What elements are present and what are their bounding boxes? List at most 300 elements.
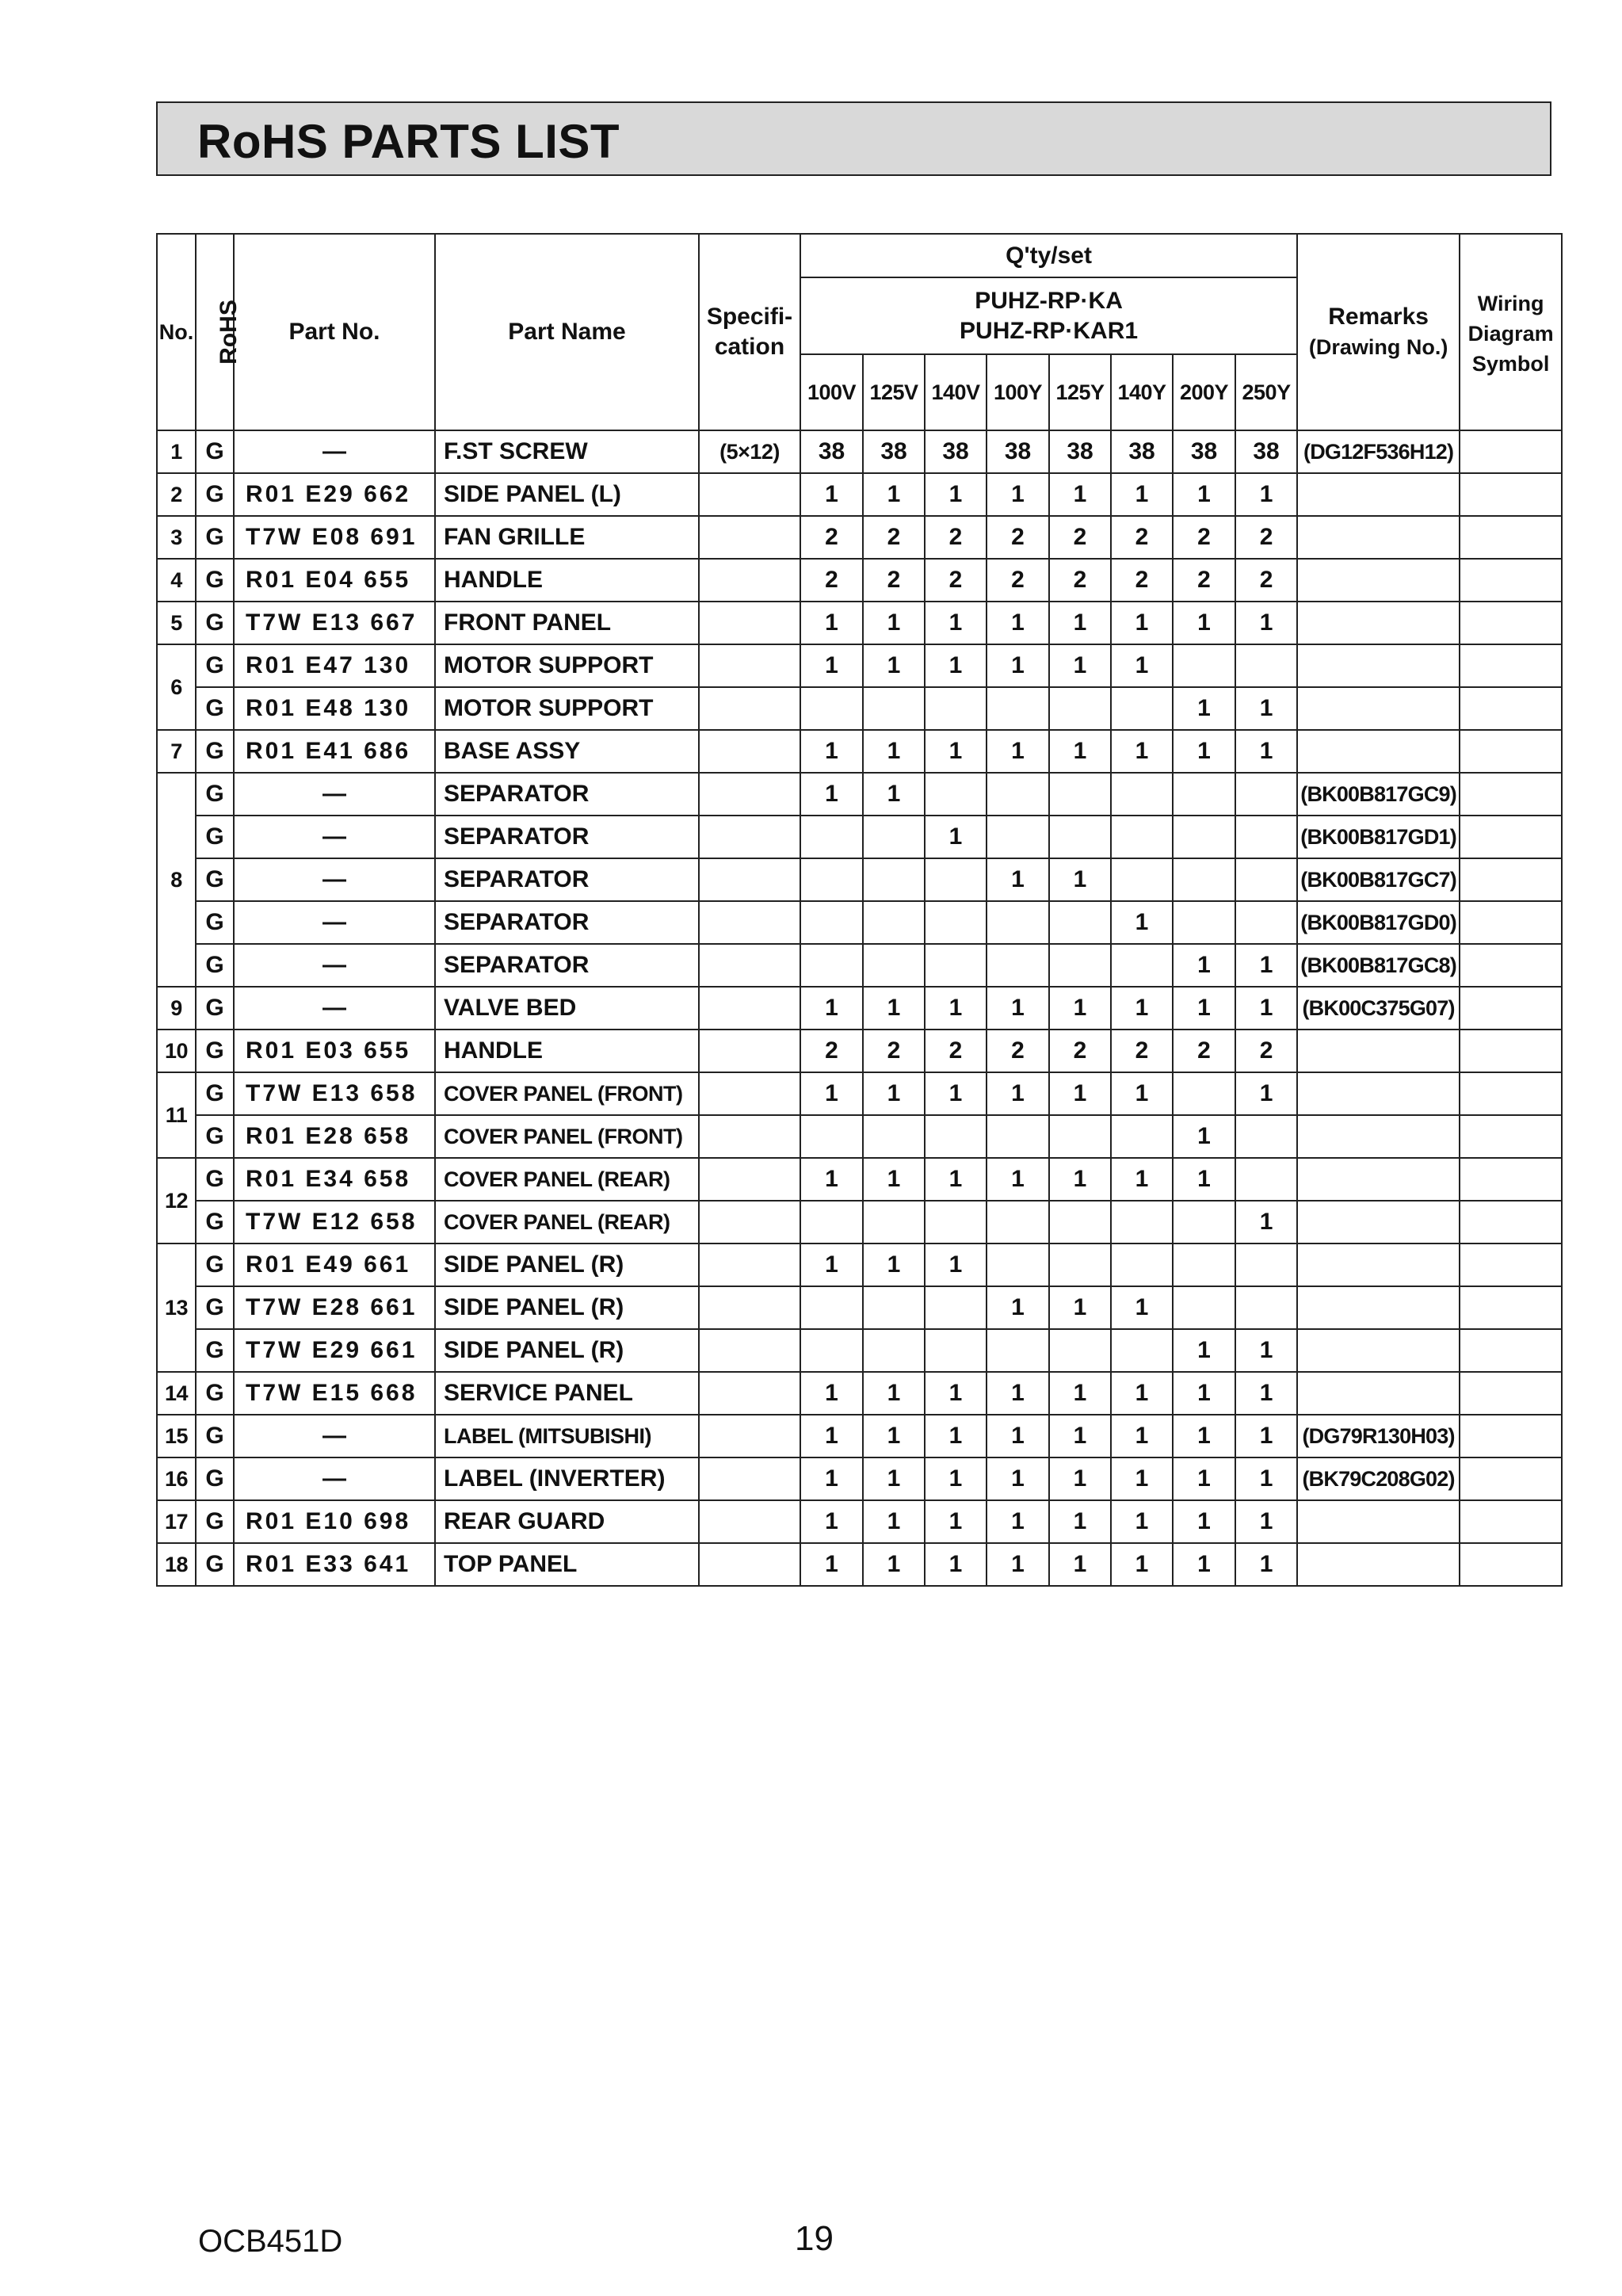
cell-qty — [863, 858, 925, 901]
cell-part-no: R01 E10 698 — [234, 1500, 435, 1543]
cell-remarks: (DG79R130H03) — [1297, 1415, 1460, 1457]
cell-wiring-symbol — [1460, 1543, 1562, 1586]
cell-qty: 1 — [987, 730, 1049, 773]
cell-part-no: T7W E15 668 — [234, 1372, 435, 1415]
cell-qty: 1 — [925, 602, 987, 644]
cell-qty: 1 — [1235, 1457, 1297, 1500]
cell-qty — [1049, 1115, 1111, 1158]
cell-part-name: FRONT PANEL — [435, 602, 699, 644]
cell-wiring-symbol — [1460, 602, 1562, 644]
cell-rohs: G — [196, 1415, 234, 1457]
cell-part-no: — — [234, 858, 435, 901]
cell-qty — [863, 1286, 925, 1329]
model-header: 250Y — [1235, 354, 1297, 430]
cell-qty: 2 — [987, 516, 1049, 559]
table-row — [157, 1372, 1562, 1415]
cell-qty: 1 — [1049, 1072, 1111, 1115]
cell-rohs: G — [196, 1500, 234, 1543]
cell-wiring-symbol — [1460, 1415, 1562, 1457]
cell-specification — [699, 1543, 800, 1586]
cell-qty — [1235, 773, 1297, 816]
cell-part-name: SERVICE PANEL — [435, 1372, 699, 1415]
cell-part-no: R01 E04 655 — [234, 559, 435, 602]
cell-qty: 1 — [1049, 1158, 1111, 1201]
cell-rohs: G — [196, 1329, 234, 1372]
cell-qty: 2 — [1111, 516, 1173, 559]
cell-part-no: R01 E41 686 — [234, 730, 435, 773]
cell-qty: 1 — [863, 987, 925, 1030]
cell-no: 2 — [157, 473, 196, 516]
cell-wiring-symbol — [1460, 516, 1562, 559]
cell-qty: 2 — [800, 516, 863, 559]
model-header: 200Y — [1173, 354, 1235, 430]
cell-specification — [699, 1415, 800, 1457]
col-header-wiring: Wiring Diagram Symbol — [1460, 234, 1562, 430]
cell-remarks: (DG12F536H12) — [1297, 430, 1460, 473]
cell-qty: 38 — [987, 430, 1049, 473]
cell-qty: 1 — [1173, 1372, 1235, 1415]
page-title: RoHS PARTS LIST — [197, 115, 620, 168]
cell-specification — [699, 602, 800, 644]
cell-qty: 1 — [987, 858, 1049, 901]
cell-specification: (5×12) — [699, 430, 800, 473]
cell-qty: 1 — [1111, 1286, 1173, 1329]
cell-qty: 2 — [925, 559, 987, 602]
cell-qty — [925, 1201, 987, 1244]
cell-qty — [1235, 1115, 1297, 1158]
cell-qty — [1173, 858, 1235, 901]
cell-qty: 2 — [863, 559, 925, 602]
table-row — [157, 1500, 1562, 1543]
cell-specification — [699, 944, 800, 987]
cell-qty: 1 — [1173, 1158, 1235, 1201]
cell-qty: 2 — [1235, 516, 1297, 559]
cell-qty: 1 — [1049, 1286, 1111, 1329]
cell-qty: 1 — [1049, 1543, 1111, 1586]
cell-no: 3 — [157, 516, 196, 559]
cell-qty: 1 — [1235, 1072, 1297, 1115]
cell-qty — [800, 1286, 863, 1329]
cell-no: 13 — [157, 1244, 196, 1372]
cell-qty: 1 — [800, 1543, 863, 1586]
cell-rohs: G — [196, 987, 234, 1030]
cell-wiring-symbol — [1460, 816, 1562, 858]
cell-part-no: — — [234, 944, 435, 987]
cell-part-name: REAR GUARD — [435, 1500, 699, 1543]
col-header-model: PUHZ-RP·KA PUHZ-RP·KAR1 — [800, 277, 1297, 354]
cell-remarks — [1297, 602, 1460, 644]
cell-no: 5 — [157, 602, 196, 644]
cell-part-name: MOTOR SUPPORT — [435, 687, 699, 730]
cell-qty: 1 — [987, 1286, 1049, 1329]
cell-remarks — [1297, 1072, 1460, 1115]
cell-part-no: T7W E13 658 — [234, 1072, 435, 1115]
cell-qty: 1 — [863, 1158, 925, 1201]
cell-qty: 1 — [925, 1415, 987, 1457]
cell-remarks: (BK00B817GC8) — [1297, 944, 1460, 987]
cell-qty: 2 — [987, 1030, 1049, 1072]
cell-qty — [1173, 816, 1235, 858]
cell-rohs: G — [196, 1244, 234, 1286]
cell-qty: 1 — [863, 1415, 925, 1457]
cell-qty: 1 — [1049, 1415, 1111, 1457]
table-row — [157, 430, 1562, 473]
cell-specification — [699, 559, 800, 602]
cell-no: 15 — [157, 1415, 196, 1457]
col-header-no: No. — [157, 234, 196, 430]
cell-qty: 1 — [925, 473, 987, 516]
cell-wiring-symbol — [1460, 430, 1562, 473]
col-header-specification: Specifi- cation — [699, 234, 800, 430]
cell-qty: 1 — [987, 1543, 1049, 1586]
cell-part-name: SIDE PANEL (L) — [435, 473, 699, 516]
cell-specification — [699, 644, 800, 687]
cell-qty: 1 — [1049, 858, 1111, 901]
cell-qty — [987, 1201, 1049, 1244]
cell-qty: 1 — [1049, 987, 1111, 1030]
table-row — [157, 773, 1562, 816]
table-row — [157, 516, 1562, 559]
cell-qty: 1 — [1235, 687, 1297, 730]
cell-rohs: G — [196, 687, 234, 730]
cell-qty: 1 — [987, 1372, 1049, 1415]
cell-remarks — [1297, 1500, 1460, 1543]
cell-qty: 1 — [800, 1500, 863, 1543]
cell-qty: 1 — [863, 1372, 925, 1415]
cell-no: 11 — [157, 1072, 196, 1158]
cell-qty: 1 — [1235, 602, 1297, 644]
cell-part-name: VALVE BED — [435, 987, 699, 1030]
table-row — [157, 1415, 1562, 1457]
document-code: OCB451D — [198, 2224, 343, 2259]
cell-specification — [699, 1072, 800, 1115]
cell-qty: 1 — [1173, 602, 1235, 644]
table-row — [157, 1158, 1562, 1201]
cell-wiring-symbol — [1460, 1158, 1562, 1201]
cell-no: 6 — [157, 644, 196, 730]
cell-remarks: (BK00B817GD1) — [1297, 816, 1460, 858]
cell-remarks — [1297, 559, 1460, 602]
cell-qty — [1235, 1158, 1297, 1201]
cell-remarks — [1297, 516, 1460, 559]
cell-part-no: R01 E28 658 — [234, 1115, 435, 1158]
cell-part-no: R01 E33 641 — [234, 1543, 435, 1586]
cell-part-no: T7W E12 658 — [234, 1201, 435, 1244]
cell-part-name: SIDE PANEL (R) — [435, 1244, 699, 1286]
cell-qty: 1 — [1235, 944, 1297, 987]
cell-wiring-symbol — [1460, 858, 1562, 901]
cell-qty: 1 — [1111, 602, 1173, 644]
cell-qty — [800, 858, 863, 901]
cell-qty — [925, 858, 987, 901]
cell-qty: 1 — [1173, 944, 1235, 987]
table-row — [157, 559, 1562, 602]
page-number: 19 — [795, 2219, 834, 2258]
cell-wiring-symbol — [1460, 1286, 1562, 1329]
table-row — [157, 1244, 1562, 1286]
cell-qty — [1173, 901, 1235, 944]
cell-specification — [699, 901, 800, 944]
cell-qty: 1 — [863, 1244, 925, 1286]
cell-qty: 1 — [863, 644, 925, 687]
cell-specification — [699, 473, 800, 516]
cell-specification — [699, 1372, 800, 1415]
cell-rohs: G — [196, 430, 234, 473]
cell-qty: 1 — [1111, 1072, 1173, 1115]
table-row — [157, 730, 1562, 773]
cell-qty: 1 — [1049, 1457, 1111, 1500]
cell-wiring-symbol — [1460, 1372, 1562, 1415]
cell-rohs: G — [196, 602, 234, 644]
cell-remarks — [1297, 1372, 1460, 1415]
cell-qty: 1 — [1173, 473, 1235, 516]
cell-qty: 1 — [800, 1158, 863, 1201]
table-row — [157, 858, 1562, 901]
cell-part-name: SIDE PANEL (R) — [435, 1286, 699, 1329]
col-header-part-name: Part Name — [435, 234, 699, 430]
cell-part-name: MOTOR SUPPORT — [435, 644, 699, 687]
cell-part-name: COVER PANEL (FRONT) — [435, 1072, 699, 1115]
cell-part-no: R01 E48 130 — [234, 687, 435, 730]
cell-qty: 1 — [1111, 1457, 1173, 1500]
cell-qty — [1049, 901, 1111, 944]
table-row — [157, 1457, 1562, 1500]
cell-qty — [1235, 816, 1297, 858]
cell-qty: 1 — [1173, 687, 1235, 730]
cell-no: 18 — [157, 1543, 196, 1586]
table-row — [157, 1115, 1562, 1158]
cell-part-name: COVER PANEL (REAR) — [435, 1201, 699, 1244]
cell-qty: 1 — [800, 1072, 863, 1115]
cell-specification — [699, 987, 800, 1030]
cell-rohs: G — [196, 730, 234, 773]
cell-specification — [699, 816, 800, 858]
cell-qty: 38 — [1049, 430, 1111, 473]
table-row — [157, 602, 1562, 644]
cell-specification — [699, 1286, 800, 1329]
cell-no: 12 — [157, 1158, 196, 1244]
cell-part-no: T7W E28 661 — [234, 1286, 435, 1329]
cell-qty — [1111, 773, 1173, 816]
cell-qty: 1 — [925, 1500, 987, 1543]
cell-no: 7 — [157, 730, 196, 773]
cell-wiring-symbol — [1460, 901, 1562, 944]
cell-remarks — [1297, 644, 1460, 687]
cell-qty — [1173, 1286, 1235, 1329]
cell-wiring-symbol — [1460, 730, 1562, 773]
cell-part-name: COVER PANEL (FRONT) — [435, 1115, 699, 1158]
cell-qty: 2 — [1235, 559, 1297, 602]
cell-wiring-symbol — [1460, 1115, 1562, 1158]
cell-qty: 2 — [925, 516, 987, 559]
cell-part-no: — — [234, 773, 435, 816]
cell-qty: 1 — [863, 1543, 925, 1586]
cell-qty: 1 — [1111, 1372, 1173, 1415]
col-header-remarks: Remarks (Drawing No.) — [1297, 234, 1460, 430]
cell-qty: 1 — [1111, 730, 1173, 773]
cell-qty — [1173, 773, 1235, 816]
cell-qty: 2 — [1049, 559, 1111, 602]
cell-wiring-symbol — [1460, 773, 1562, 816]
cell-specification — [699, 730, 800, 773]
cell-qty: 38 — [800, 430, 863, 473]
cell-qty: 2 — [987, 559, 1049, 602]
cell-qty — [1111, 687, 1173, 730]
cell-qty — [1111, 944, 1173, 987]
cell-part-no: T7W E08 691 — [234, 516, 435, 559]
cell-qty: 1 — [1173, 1543, 1235, 1586]
cell-part-name: SIDE PANEL (R) — [435, 1329, 699, 1372]
table-row — [157, 473, 1562, 516]
cell-qty: 1 — [1235, 473, 1297, 516]
cell-part-name: BASE ASSY — [435, 730, 699, 773]
cell-qty: 1 — [800, 602, 863, 644]
cell-remarks: (BK00B817GC9) — [1297, 773, 1460, 816]
cell-rohs: G — [196, 773, 234, 816]
cell-qty: 1 — [800, 473, 863, 516]
cell-qty: 38 — [1111, 430, 1173, 473]
cell-rohs: G — [196, 516, 234, 559]
cell-no: 16 — [157, 1457, 196, 1500]
cell-qty — [987, 687, 1049, 730]
cell-no: 10 — [157, 1030, 196, 1072]
cell-part-name: SEPARATOR — [435, 816, 699, 858]
cell-remarks: (BK79C208G02) — [1297, 1457, 1460, 1500]
cell-qty — [1235, 644, 1297, 687]
cell-qty — [1111, 816, 1173, 858]
cell-qty — [863, 816, 925, 858]
cell-qty: 1 — [1111, 1543, 1173, 1586]
cell-part-no: R01 E49 661 — [234, 1244, 435, 1286]
cell-part-no: — — [234, 1415, 435, 1457]
cell-qty — [1049, 687, 1111, 730]
cell-rohs: G — [196, 901, 234, 944]
cell-qty: 1 — [987, 1500, 1049, 1543]
cell-remarks: (BK00B817GC7) — [1297, 858, 1460, 901]
cell-wiring-symbol — [1460, 473, 1562, 516]
table-row — [157, 644, 1562, 687]
cell-wiring-symbol — [1460, 1072, 1562, 1115]
table-row — [157, 687, 1562, 730]
cell-qty — [863, 1115, 925, 1158]
cell-qty: 2 — [800, 1030, 863, 1072]
cell-remarks — [1297, 730, 1460, 773]
cell-qty — [1049, 1329, 1111, 1372]
cell-part-name: F.ST SCREW — [435, 430, 699, 473]
cell-qty: 1 — [863, 773, 925, 816]
cell-specification — [699, 1500, 800, 1543]
cell-qty: 1 — [987, 473, 1049, 516]
cell-qty: 1 — [1111, 901, 1173, 944]
cell-qty: 1 — [987, 1457, 1049, 1500]
cell-qty — [987, 1329, 1049, 1372]
cell-rohs: G — [196, 1457, 234, 1500]
table-row — [157, 1329, 1562, 1372]
cell-qty — [1111, 1329, 1173, 1372]
cell-no: 17 — [157, 1500, 196, 1543]
cell-qty: 2 — [1111, 1030, 1173, 1072]
cell-qty: 1 — [1049, 1500, 1111, 1543]
model-header: 100V — [800, 354, 863, 430]
cell-qty — [925, 1329, 987, 1372]
table-row — [157, 987, 1562, 1030]
cell-part-no: — — [234, 901, 435, 944]
cell-qty: 1 — [1173, 1457, 1235, 1500]
cell-qty: 1 — [863, 473, 925, 516]
cell-qty: 1 — [1235, 987, 1297, 1030]
cell-qty: 1 — [863, 602, 925, 644]
cell-no: 14 — [157, 1372, 196, 1415]
cell-part-no: — — [234, 1457, 435, 1500]
cell-qty — [863, 901, 925, 944]
cell-rohs: G — [196, 473, 234, 516]
cell-no: 1 — [157, 430, 196, 473]
cell-qty: 1 — [800, 773, 863, 816]
cell-qty: 38 — [1173, 430, 1235, 473]
cell-qty: 38 — [863, 430, 925, 473]
cell-part-name: SEPARATOR — [435, 944, 699, 987]
cell-part-no: — — [234, 430, 435, 473]
cell-qty: 2 — [1235, 1030, 1297, 1072]
model-header: 125Y — [1049, 354, 1111, 430]
cell-part-name: SEPARATOR — [435, 773, 699, 816]
cell-qty: 1 — [925, 730, 987, 773]
table-row — [157, 1072, 1562, 1115]
cell-qty — [1111, 1201, 1173, 1244]
parts-table — [156, 233, 1563, 1587]
cell-qty: 2 — [800, 559, 863, 602]
cell-part-no: R01 E03 655 — [234, 1030, 435, 1072]
cell-qty — [800, 687, 863, 730]
cell-rohs: G — [196, 1115, 234, 1158]
cell-rohs: G — [196, 1030, 234, 1072]
cell-qty: 38 — [925, 430, 987, 473]
cell-qty: 1 — [863, 730, 925, 773]
cell-qty: 1 — [987, 1072, 1049, 1115]
cell-qty — [987, 1244, 1049, 1286]
cell-qty: 1 — [1111, 1500, 1173, 1543]
cell-qty: 1 — [1235, 1500, 1297, 1543]
cell-wiring-symbol — [1460, 987, 1562, 1030]
cell-rohs: G — [196, 559, 234, 602]
cell-rohs: G — [196, 1543, 234, 1586]
cell-specification — [699, 687, 800, 730]
cell-no: 4 — [157, 559, 196, 602]
cell-qty: 1 — [800, 1415, 863, 1457]
cell-qty — [1049, 1244, 1111, 1286]
cell-remarks: (BK00B817GD0) — [1297, 901, 1460, 944]
cell-qty: 1 — [925, 1072, 987, 1115]
cell-qty — [925, 1115, 987, 1158]
cell-qty: 1 — [1173, 1329, 1235, 1372]
model-header: 100Y — [987, 354, 1049, 430]
cell-qty: 1 — [1111, 987, 1173, 1030]
cell-qty: 1 — [1173, 987, 1235, 1030]
cell-specification — [699, 1115, 800, 1158]
cell-qty: 1 — [987, 1158, 1049, 1201]
cell-wiring-symbol — [1460, 687, 1562, 730]
col-header-part-no: Part No. — [234, 234, 435, 430]
cell-rohs: G — [196, 816, 234, 858]
cell-part-name: SEPARATOR — [435, 901, 699, 944]
cell-remarks — [1297, 1244, 1460, 1286]
cell-qty — [1173, 1201, 1235, 1244]
cell-qty: 1 — [1111, 644, 1173, 687]
cell-remarks — [1297, 1543, 1460, 1586]
cell-part-no: R01 E47 130 — [234, 644, 435, 687]
cell-qty — [1173, 1072, 1235, 1115]
cell-part-name: LABEL (INVERTER) — [435, 1457, 699, 1500]
